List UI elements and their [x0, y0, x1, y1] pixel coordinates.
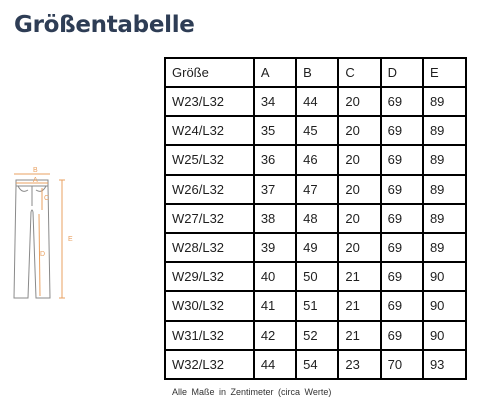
- table-row: [166, 176, 467, 205]
- cell-b: 47: [297, 176, 339, 205]
- table-row: [166, 146, 467, 175]
- table-row: [166, 234, 467, 263]
- cell-size: W29/L32: [166, 263, 255, 292]
- cell-e: 89: [424, 234, 467, 263]
- measure-label-d: D: [40, 251, 46, 258]
- measure-label-b: B: [33, 167, 38, 174]
- cell-c: 21: [339, 322, 381, 351]
- size-table: [164, 57, 467, 380]
- jeans-left-leg: [14, 186, 31, 298]
- cell-c: 20: [339, 205, 381, 234]
- cell-c: 23: [339, 351, 381, 380]
- cell-size: W31/L32: [166, 322, 255, 351]
- table-row: [166, 263, 467, 292]
- jeans-measurement-diagram: [6, 166, 90, 312]
- page-title: Größentabelle: [14, 12, 195, 38]
- cell-d: 69: [382, 88, 424, 117]
- cell-a: 41: [255, 292, 297, 321]
- cell-size: W30/L32: [166, 292, 255, 321]
- cell-size: W23/L32: [166, 88, 255, 117]
- cell-b: 49: [297, 234, 339, 263]
- cell-size: W26/L32: [166, 176, 255, 205]
- cell-c: 20: [339, 176, 381, 205]
- jeans-right-pocket: [36, 186, 46, 191]
- cell-a: 34: [255, 88, 297, 117]
- cell-b: 44: [297, 88, 339, 117]
- cell-size: W28/L32: [166, 234, 255, 263]
- table-row: [166, 292, 467, 321]
- cell-e: 90: [424, 322, 467, 351]
- cell-c: 21: [339, 292, 381, 321]
- cell-d: 69: [382, 205, 424, 234]
- table-row: [166, 351, 467, 380]
- cell-d: 69: [382, 263, 424, 292]
- measure-label-e: E: [68, 236, 73, 243]
- cell-d: 69: [382, 117, 424, 146]
- cell-size: W25/L32: [166, 146, 255, 175]
- col-header-c: C: [339, 59, 381, 88]
- cell-e: 89: [424, 88, 467, 117]
- cell-d: 69: [382, 146, 424, 175]
- col-header-d: D: [382, 59, 424, 88]
- col-header-b: B: [297, 59, 339, 88]
- cell-a: 44: [255, 351, 297, 380]
- table-row: [166, 88, 467, 117]
- cell-a: 42: [255, 322, 297, 351]
- jeans-left-pocket: [18, 186, 28, 191]
- cell-a: 37: [255, 176, 297, 205]
- cell-e: 89: [424, 176, 467, 205]
- cell-b: 50: [297, 263, 339, 292]
- cell-d: 70: [382, 351, 424, 380]
- cell-size: W24/L32: [166, 117, 255, 146]
- measure-label-c: C: [44, 195, 50, 202]
- cell-b: 48: [297, 205, 339, 234]
- col-header-a: A: [255, 59, 297, 88]
- cell-c: 20: [339, 117, 381, 146]
- col-header-e: E: [424, 59, 467, 88]
- cell-d: 69: [382, 234, 424, 263]
- cell-a: 35: [255, 117, 297, 146]
- cell-b: 51: [297, 292, 339, 321]
- cell-b: 46: [297, 146, 339, 175]
- cell-b: 52: [297, 322, 339, 351]
- cell-c: 20: [339, 234, 381, 263]
- cell-d: 69: [382, 322, 424, 351]
- footnote: Alle Maße in Zentimeter (circa Werte): [172, 387, 332, 397]
- table-row: [166, 322, 467, 351]
- cell-a: 39: [255, 234, 297, 263]
- jeans-crotch: [31, 210, 33, 212]
- cell-size: W27/L32: [166, 205, 255, 234]
- cell-b: 45: [297, 117, 339, 146]
- cell-e: 89: [424, 146, 467, 175]
- col-header-size: Größe: [166, 59, 255, 88]
- cell-e: 89: [424, 117, 467, 146]
- cell-d: 69: [382, 292, 424, 321]
- cell-e: 89: [424, 205, 467, 234]
- table-row: [166, 205, 467, 234]
- cell-e: 93: [424, 351, 467, 380]
- measure-label-a: A: [33, 177, 38, 184]
- cell-c: 21: [339, 263, 381, 292]
- cell-e: 90: [424, 292, 467, 321]
- cell-e: 90: [424, 263, 467, 292]
- cell-c: 20: [339, 146, 381, 175]
- cell-c: 20: [339, 88, 381, 117]
- cell-b: 54: [297, 351, 339, 380]
- table-header-row: [166, 59, 467, 88]
- table-row: [166, 117, 467, 146]
- cell-a: 40: [255, 263, 297, 292]
- cell-d: 69: [382, 176, 424, 205]
- cell-size: W32/L32: [166, 351, 255, 380]
- cell-a: 36: [255, 146, 297, 175]
- cell-a: 38: [255, 205, 297, 234]
